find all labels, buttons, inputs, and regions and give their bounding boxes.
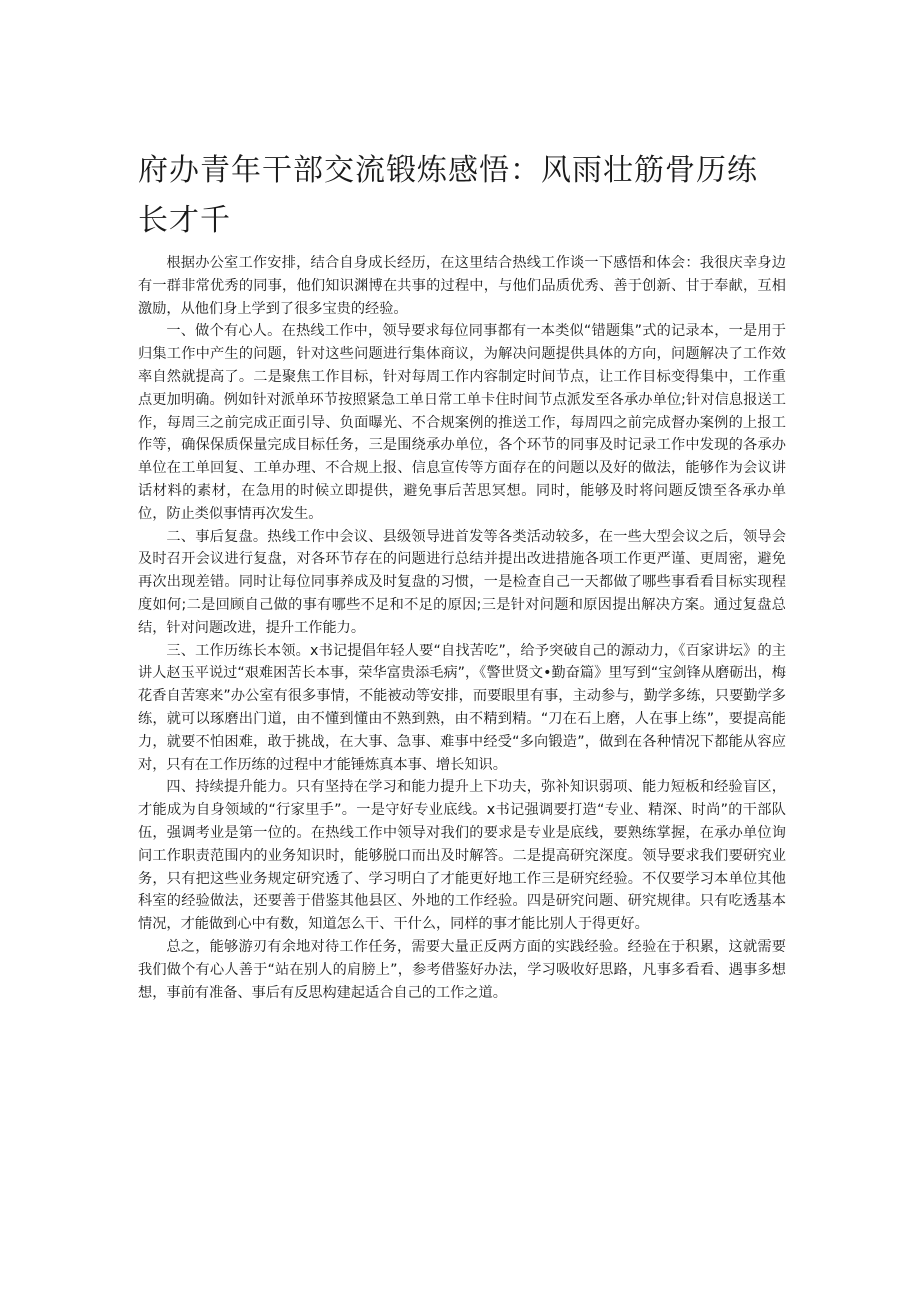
- paragraph-section-4: 四、持续提升能力。只有坚持在学习和能力提升上下功夫，弥补知识弱项、能力短板和经验盲区，才能成为自身领域的“行家里手”。一是守好专业底线。x书记强调要打造“专业、精深、时尚”的干部队伍，强调考业是第一位的。在热线工作中领导对我们的要求是专业是底线，要熟练掌握，在承办单位询问工作职责范围内的业务知识时，能够脱口而出及时解答。二是提高研究深度。领导要求我们要研究业务，只有把这些业务规定研究透了、学习明白了才能更好地工作三是研究经验。不仅要学习本单位其他科室的经验做法，还要善于借鉴其他县区、外地的工作经验。四是研究问题、研究规律。只有吃透基本情况，才能做到心中有数，知道怎么干、干什么，同样的事才能比别人于得更好。: [138, 779, 786, 933]
- paragraph-section-3: 三、工作历练长本领。x书记提倡年轻人要“自找苦吃”，给予突破自己的源动力，《百家讲坛》的主讲人赵玉平说过“艰难困苦长本事，荣华富贵添毛病”，《警世贤文•勤奋篇》里写到“宝剑锋从磨砺出，梅花香自苦寒来”办公室有很多事情，不能被动等安排，而要眼里有事，主动参与，勤学多练，只要勤学多练，就可以琢磨出门道，由不懂到懂由不熟到熟，由不精到精。“刀在石上磨，人在事上练”，要提高能力，就要不怕困难，敢于挑战，在大事、急事、难事中经受“多向锻造”，做到在各种情况下都能从容应对，只有在工作历练的过程中才能锤炼真本事、增长知识。: [138, 642, 786, 773]
- document-title: 府办青年干部交流锻炼感悟：风雨壮筋骨历练长才千: [138, 153, 758, 238]
- paragraph-intro: 根据办公室工作安排，结合自身成长经历，在这里结合热线工作谈一下感悟和体会：我很庆幸身边有一群非常优秀的同事，他们知识渊博在共事的过程中，与他们品质优秀、善于创新、甘于奉献，互相激励，从他们身上学到了很多宝贵的经验。: [138, 255, 786, 317]
- paragraph-section-2: 二、事后复盘。热线工作中会议、县级领导进首发等各类活动较多，在一些大型会议之后，领导会及时召开会议进行复盘，对各环节存在的问题进行总结并提出改进措施各项工作更严谨、更周密，避免再次出现差错。同时让每位同事养成及时复盘的习惯，一是检查自己一天都做了哪些事看看目标实现程度如何;二是回顾自己做的事有哪些不足和不足的原因;三是针对问题和原因提出解决方案。通过复盘总结，针对问题改进，提升工作能力。: [138, 528, 786, 636]
- document-body: [138, 252, 786, 1004]
- paragraph-conclusion: 总之，能够游刃有余地对待工作任务，需要大量正反两方面的实践经验。经验在于积累，这就需要我们做个有心人善于“站在别人的肩膀上”，参考借鉴好办法，学习吸收好思路，凡事多看看、遇事多想想，事前有准备、事后有反思构建起适合自己的工作之道。: [138, 938, 786, 1001]
- paragraph-section-1: 一、做个有心人。在热线工作中，领导要求每位同事都有一本类似“错题集”式的记录本，一是用于归集工作中产生的问题，针对这些问题进行集体商议，为解决问题提供具体的方向，问题解决了工作效率自然就提高了。二是聚焦工作目标，针对每周工作内容制定时间节点，让工作目标变得集中，工作重点更加明确。例如针对派单环节按照紧急工单日常工单卡住时间节点派发至各承办单位;针对信息报送工作，每周三之前完成正面引导、负面曝光、不合规案例的推送工作，每周四之前完成督办案例的上报工作等，确保保质保量完成目标任务，三是围绕承办单位，各个环节的同事及时记录工作中发现的各承办单位在工单回复、工单办理、不合规上报、信息宣传等方面存在的问题以及好的做法，能够作为会议讲话材料的素材，在急用的时候立即提供，避免事后苦思冥想。同时，能够及时将问题反馈至各承办单位，防止类似事情再次发生。: [138, 323, 786, 522]
